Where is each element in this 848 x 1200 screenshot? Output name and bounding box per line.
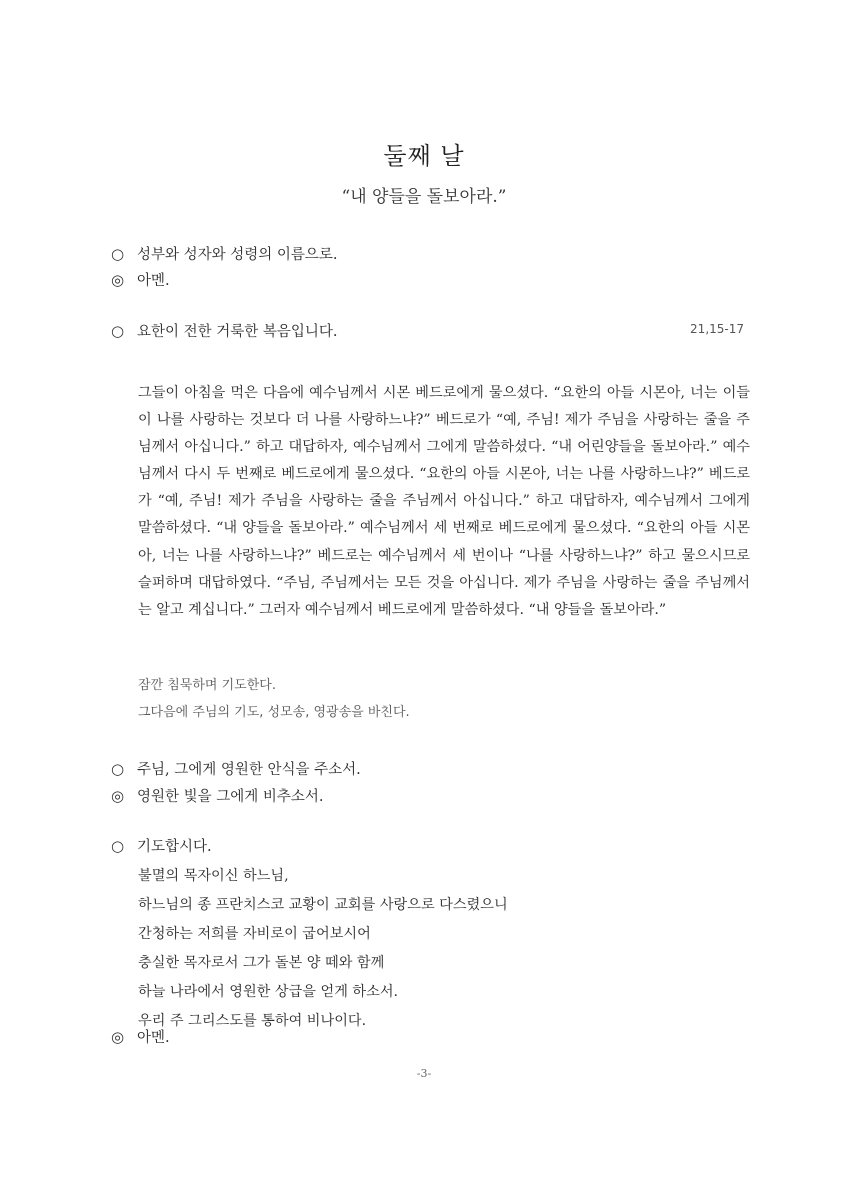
people-mark-icon: ◎	[111, 1028, 125, 1046]
priest-mark-icon: ○	[111, 322, 125, 340]
page-subtitle: “내 양들을 돌보아라.”	[341, 187, 507, 207]
opening-versicle-text: 성부와 성자와 성령의 이름으로.	[137, 247, 338, 263]
eternal-rest-response	[111, 786, 324, 807]
page-title: 둘째 날	[383, 142, 465, 170]
page-number: -3-	[416, 1067, 432, 1080]
gospel-reference: 21,15-17	[690, 322, 744, 336]
opening-versicle	[111, 244, 338, 265]
prayer-intro	[111, 836, 212, 857]
people-mark-icon: ◎	[111, 271, 125, 289]
prayer-line: 하느님의 종 프란치스코 교황이 교회를 사랑으로 다스렸으니	[138, 897, 508, 913]
prayer-line: 불멸의 목자이신 하느님,	[138, 868, 289, 884]
prayer-intro-text: 기도합시다.	[137, 839, 212, 855]
prayer-line: 하늘 나라에서 영원한 상급을 얻게 하소서.	[138, 984, 399, 1000]
prayer-line: 간청하는 저희를 자비로이 굽어보시어	[138, 926, 371, 942]
gospel-text: 그들이 아침을 먹은 다음에 예수님께서 시몬 베드로에게 물으셨다. “요한의 아들 시몬아, 너는 이들이 나를 사랑하는 것보다 더 나를 사랑하느냐?” 베드로가 “예, 주님! 제가 주님을 사랑하는 줄을 주님께서 아십니다.” 하고 대답하자, 예수님께서 그에게 말씀하셨다. “내 어린양들을 돌보아라.” 예수님께서 다시 두 번째로 베드로에게 물으셨다. “요한의 아들 시몬아, 너는 나를 사랑하느냐?” 베드로가 “예, 주님! 제가 주님을 사랑하는 줄을 주님께서 아십니다.” 하고 대답하자, 예수님께서 그에게 말씀하셨다. “내 양들을 돌보아라.” 예수님께서 세 번째로 베드로에게 물으셨다. “요한의 아들 시몬아, 너는 나를 사랑하느냐?” 베드로는 예수님께서 세 번이나 “나를 사랑하느냐?” 하고 물으시므로 슬퍼하며 대답하였다. “주님, 주님께서는 모든 것을 아십니다. 제가 주님을 사랑하는 줄을 주님께서는 알고 계십니다.” 그러자 예수님께서 베드로에게 말씀하셨다. “내 양들을 돌보아라.”	[138, 385, 750, 618]
prayer-line: 우리 주 그리스도를 통하여 비나이다.	[138, 1013, 367, 1029]
eternal-rest-versicle-text: 주님, 그에게 영원한 안식을 주소서.	[137, 762, 361, 778]
people-mark-icon: ◎	[111, 787, 125, 805]
prayer-line: 충실한 목자로서 그가 돌본 양 떼와 함께	[138, 955, 385, 971]
priest-mark-icon: ○	[111, 245, 125, 263]
eternal-rest-versicle	[111, 759, 361, 780]
eternal-rest-response-text: 영원한 빛을 그에게 비추소서.	[137, 789, 324, 805]
prayer-amen	[111, 1027, 170, 1048]
priest-mark-icon: ○	[111, 760, 125, 778]
prayer-body	[138, 862, 508, 1036]
rubric-silence: 잠깐 침묵하며 기도한다.	[138, 678, 276, 693]
opening-response-text: 아멘.	[137, 273, 170, 289]
gospel-announcement-text: 요한이 전한 거룩한 복음입니다.	[137, 324, 338, 340]
rubric-prayers: 그다음에 주님의 기도, 성모송, 영광송을 바친다.	[138, 705, 410, 720]
priest-mark-icon: ○	[111, 837, 125, 855]
opening-response	[111, 270, 170, 291]
gospel-announcement	[111, 321, 338, 342]
prayer-amen-text: 아멘.	[137, 1030, 170, 1046]
